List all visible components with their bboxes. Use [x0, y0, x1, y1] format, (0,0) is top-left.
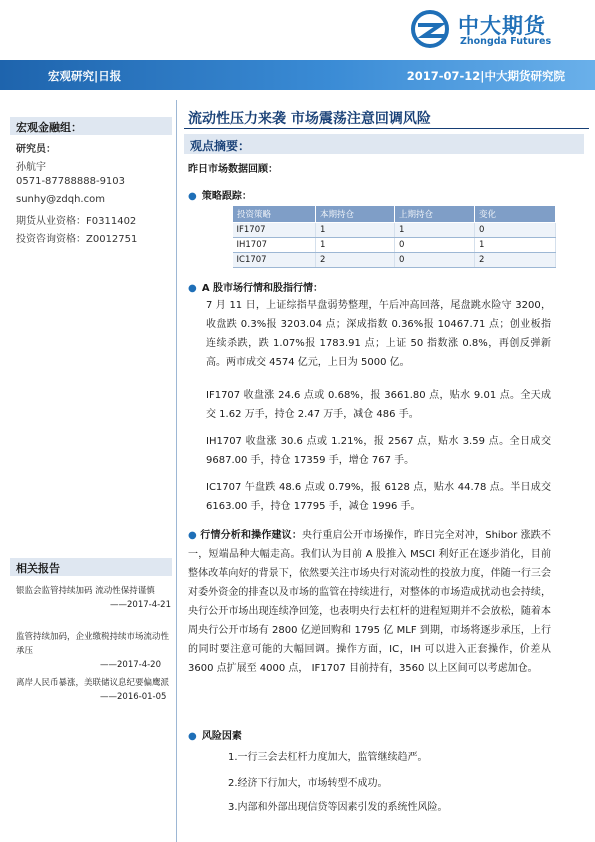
risk-item: 1.一行三会去杠杆力度加大，监管继续趋严。 — [228, 752, 428, 763]
related-report-item[interactable] — [16, 630, 172, 672]
ic-paragraph: IC1707 午盘跌 48.6 点或 0.79%，报 6128 点，贴水 44.78 点。半日成交 6163.00 手，持仓 17795 手，减仓 1996 手。 — [206, 482, 551, 512]
ih-paragraph: IH1707 收盘涨 30.6 点或 1.21%，报 2567 点，贴水 3.59 点。全日成交 9687.00 手，持仓 17359 手，增仓 767 手。 — [206, 436, 551, 466]
bullet-icon: ● — [188, 283, 197, 294]
table-cell: IF1707 — [233, 223, 316, 238]
related-report-title: 监管持续加码，企业缴税持续市场流动性承压 — [16, 632, 170, 656]
futures-qualification: 期货从业资格：F0311402 — [16, 216, 137, 227]
logo-english-name: Zhongda Futures — [460, 36, 552, 47]
analysis-text: 央行重启公开市场操作，昨日完全对冲，Shibor 涨跌不一，短端品种大幅走高。我们认为目前 A 股推入 MSCI 利好正在逐步消化，目前整体改革向好的背景下，依然要关注市场央行对流动性的投放力度，伴随一行三会对委外资金的排查以及市场的监管在持续进行，对整体的市场造成扰动也会持续，央行公开市场出现连续净回笼，也表明央行去杠杆的进程短期并不会放松，随着本周央行公开市场有 2800 亿逆回购和 1795 亿 MLF 到期，市场将逐步承压，上行的同时要注意可能的大幅回调。操作方面，IC，IH 可以进入正套操作，价差从 3600 点扩展至 4000 点， IF1707 目前持有，3560 以上区间可以考虑加仓。 — [188, 530, 551, 674]
summary-heading: 观点摘要： — [184, 134, 584, 154]
table-cell: 0 — [395, 253, 475, 268]
risk-heading: 风险因素 — [201, 731, 242, 742]
related-report-item[interactable] — [16, 676, 172, 704]
market-heading: A 股市场行情和股指行情： — [201, 283, 324, 294]
table-cell: 0 — [395, 238, 475, 253]
position-table — [232, 205, 556, 268]
related-report-date: ——2017-4-21 — [110, 600, 171, 610]
company-logo — [410, 8, 590, 50]
table-cell: 0 — [475, 223, 556, 238]
risk-item: 3.内部和外部出现信贷等因素引发的系统性风险。 — [228, 802, 448, 813]
risk-heading-row — [188, 724, 242, 743]
researcher-phone: 0571-87788888-9103 — [16, 176, 126, 187]
investment-qualification: 投资咨询资格：Z0012751 — [16, 234, 138, 245]
related-report-title: 离岸人民币暴涨，美联储议息纪要偏鹰派 — [16, 678, 170, 688]
strategy-heading: 策略跟踪： — [201, 191, 252, 202]
logo-chinese-name: 中大期货 — [458, 14, 546, 38]
table-cell: 1 — [395, 223, 475, 238]
column-divider — [176, 100, 177, 842]
table-cell: 1 — [475, 238, 556, 253]
table-cell: 1 — [316, 238, 395, 253]
related-report-date: ——2016-01-05 — [100, 692, 167, 702]
report-date-label: 2017-07-12|中大期货研究院 — [406, 69, 565, 83]
table-cell: IC1707 — [233, 253, 316, 268]
if-paragraph: IF1707 收盘涨 24.6 点或 0.68%，报 3661.80 点，贴水 9.01 点。全天成交 1.62 万手，持仓 2.47 万手，减仓 486 手。 — [206, 390, 551, 420]
table-row — [233, 223, 556, 238]
review-heading: 昨日市场数据回顾： — [188, 164, 278, 175]
bullet-icon: ● — [188, 191, 197, 202]
researcher-name: 孙航宇 — [16, 162, 46, 173]
market-heading-row — [188, 276, 323, 295]
analysis-heading: 行情分析和操作建议： — [200, 530, 303, 541]
sidebar-section-title: 宏观金融组： — [10, 117, 172, 135]
researcher-email: sunhy@zdqh.com — [16, 194, 105, 205]
related-report-title: 银监会监管持续加码 流动性保持谨慎 — [16, 586, 155, 596]
analysis-paragraph — [188, 526, 551, 678]
logo-mark-icon — [410, 10, 452, 48]
strategy-heading-row — [188, 184, 252, 203]
table-cell: IH1707 — [233, 238, 316, 253]
table-cell: 2 — [316, 253, 395, 268]
table-row — [233, 238, 556, 253]
table-header: 变化 — [475, 206, 556, 223]
table-header: 本期持仓 — [316, 206, 395, 223]
table-cell: 2 — [475, 253, 556, 268]
table-cell: 1 — [316, 223, 395, 238]
related-report-date: ——2017-4-20 — [100, 660, 161, 670]
title-rule — [184, 128, 589, 129]
report-type-label: 宏观研究|日报 — [48, 69, 122, 83]
bullet-icon: ● — [188, 530, 197, 541]
researcher-label: 研究员： — [16, 144, 56, 155]
table-header: 上期持仓 — [395, 206, 475, 223]
table-row — [233, 253, 556, 268]
bullet-icon: ● — [188, 731, 197, 742]
table-header: 投资策略 — [233, 206, 316, 223]
risk-item: 2.经济下行加大，市场转型不成功。 — [228, 778, 388, 789]
report-title: 流动性压力来袭 市场震荡注意回调风险 — [188, 111, 431, 127]
related-reports-title: 相关报告 — [10, 558, 172, 576]
market-paragraph: 7 月 11 日，上证综指早盘弱势整理，午后冲高回落，尾盘跳水险守 3200，收盘跌 0.3%报 3203.04 点；深成指数 0.36%报 10467.71 点；创业板指连续杀跌，跌 1.07%报 1783.91 点；上证 50 指数涨 0.8%，再创反弹新高。两市成交 4574 亿元，上日为 5000 亿。 — [206, 300, 551, 368]
related-report-item[interactable] — [16, 584, 172, 612]
header-bar — [0, 60, 595, 90]
table-header-row — [233, 206, 556, 223]
